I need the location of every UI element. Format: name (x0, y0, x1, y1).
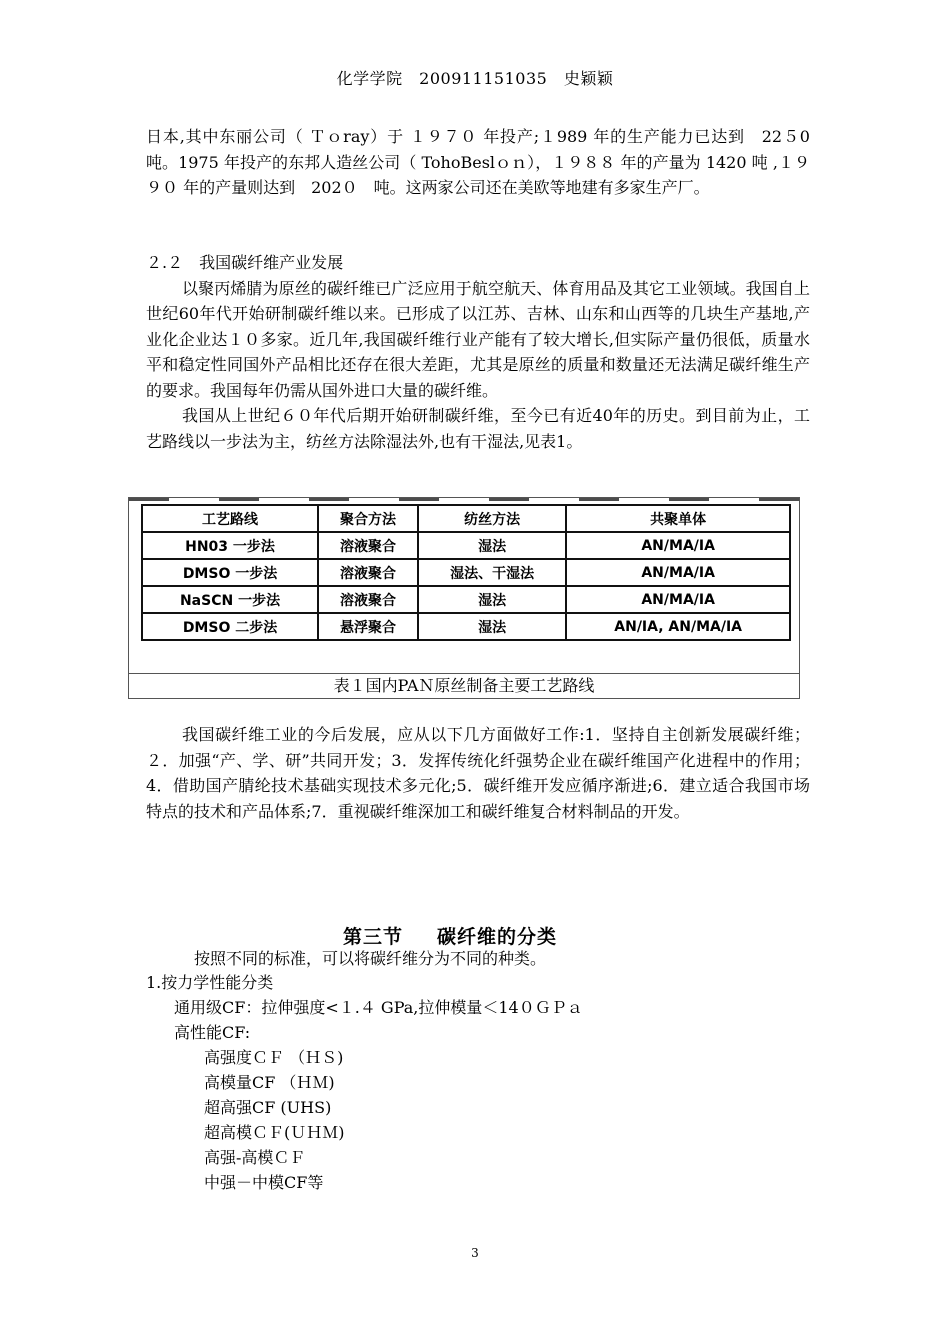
list-item: 通用级CF：拉伸强度<１.４ GPa,拉伸模量＜14０ＧＰａ (174, 998, 583, 1017)
table-cell: AN/MA/IA (566, 532, 790, 559)
table-cell: 溶液聚合 (318, 586, 418, 613)
table-row (142, 559, 790, 586)
table-cell: DMSO 二步法 (142, 613, 318, 640)
list-subitem: 中强－中模CF等 (204, 1173, 324, 1192)
table-cell: AN/MA/IA (566, 586, 790, 613)
list-heading: 1.按力学性能分类 (146, 973, 274, 992)
section-2-2-para1: 以聚丙烯腈为原丝的碳纤维已广泛应用于航空航天、体育用品及其它工业领域。我国自上世纪60年代开始研制碳纤维以来。已形成了以江苏、吉林、山东和山西等的几块生产基地,产业化企业达１０多家。近几年,我国碳纤维行业产能有了较大增长,但实际产量仍很低，质量水平和稳定性同国外产品相比还存在很大差距，尤其是原丝的质量和数量还无法满足碳纤维生产的要求。我国每年仍需从国外进口大量的碳纤维。 (146, 278, 810, 400)
table-cell: NaSCN 一步法 (142, 586, 318, 613)
section-3-heading: 碳纤维的分类 (437, 926, 558, 948)
section-2-2-para2: 我国从上世纪６０年代后期开始研制碳纤维，至今已有近40年的历史。到目前为止，工艺路线以一步法为主，纺丝方法除湿法外,也有干湿法,见表1。 (146, 406, 810, 451)
table-cell: 湿法、干湿法 (418, 559, 566, 586)
list-item: 高性能CF: (174, 1023, 251, 1042)
table-header-cell: 共聚单体 (566, 505, 790, 532)
table-cell: 湿法 (418, 532, 566, 559)
list-subitem: 高强-高模ＣＦ (204, 1148, 306, 1167)
table-header-cell: 工艺路线 (142, 505, 318, 532)
process-route-table (141, 504, 791, 641)
list-subitem: 高强度ＣＦ （ＨＳ) (204, 1048, 344, 1067)
table-cell: 溶液聚合 (318, 532, 418, 559)
classification-list (146, 970, 583, 1195)
section-3-intro: 按照不同的标准，可以将碳纤维分为不同的种类。 (194, 949, 547, 968)
table-cell: AN/IA, AN/MA/IA (566, 613, 790, 640)
section-3-title (0, 922, 900, 949)
section-3-number: 第三节 (342, 926, 403, 948)
table-header-row (142, 505, 790, 532)
table-cell: AN/MA/IA (566, 559, 790, 586)
table-cell: DMSO 一步法 (142, 559, 318, 586)
table-row (142, 532, 790, 559)
table-row (142, 586, 790, 613)
table-header-cell: 纺丝方法 (418, 505, 566, 532)
table-cell: HN03 一步法 (142, 532, 318, 559)
page-header: 化学学院 200911151035 史颖颖 (336, 69, 614, 88)
table-caption: 表１国内PAＮ原丝制备主要工艺路线 (333, 676, 595, 695)
section-2-2-title: ２.２ 我国碳纤维产业发展 (146, 253, 344, 272)
list-subitem: 高模量CF （ＨＭ) (204, 1073, 335, 1092)
paragraph-japan-production: 日本,其中东丽公司（ Ｔｏray）于 １９７０ 年投产;１989 年的生产能力已达到 22５0 吨。1975 年投产的东邦人造丝公司（ TohoBeslｏｎ），１９８８ 年的产量为 1420 吨 ,１９９０ 年的产量则达到 202０ 吨。这两家公司还在美欧等地建有多家生产厂。 (146, 127, 810, 197)
list-subitem: 超高模ＣＦ(ＵＨＭ) (204, 1123, 345, 1142)
table-cell: 溶液聚合 (318, 559, 418, 586)
list-subitem: 超高强CF (UHS) (204, 1098, 332, 1117)
table-cell: 悬浮聚合 (318, 613, 418, 640)
table-frame (128, 497, 800, 699)
table-cell: 湿法 (418, 613, 566, 640)
table-cell: 湿法 (418, 586, 566, 613)
page-number: 3 (471, 1246, 479, 1260)
section-2-2 (146, 250, 810, 454)
future-development-paragraph: 我国碳纤维工业的今后发展，应从以下几方面做好工作:1．坚持自主创新发展碳纤维；２．加强“产、学、研”共同开发；3．发挥传统化纤强势企业在碳纤维国产化进程中的作用；4．借助国产腈纶技术基础实现技术多元化;5．碳纤维开发应循序渐进;6．建立适合我国市场特点的技术和产品体系;7．重视碳纤维深加工和碳纤维复合材料制品的开发。 (146, 725, 810, 821)
table-header-cell: 聚合方法 (318, 505, 418, 532)
table-row (142, 613, 790, 640)
